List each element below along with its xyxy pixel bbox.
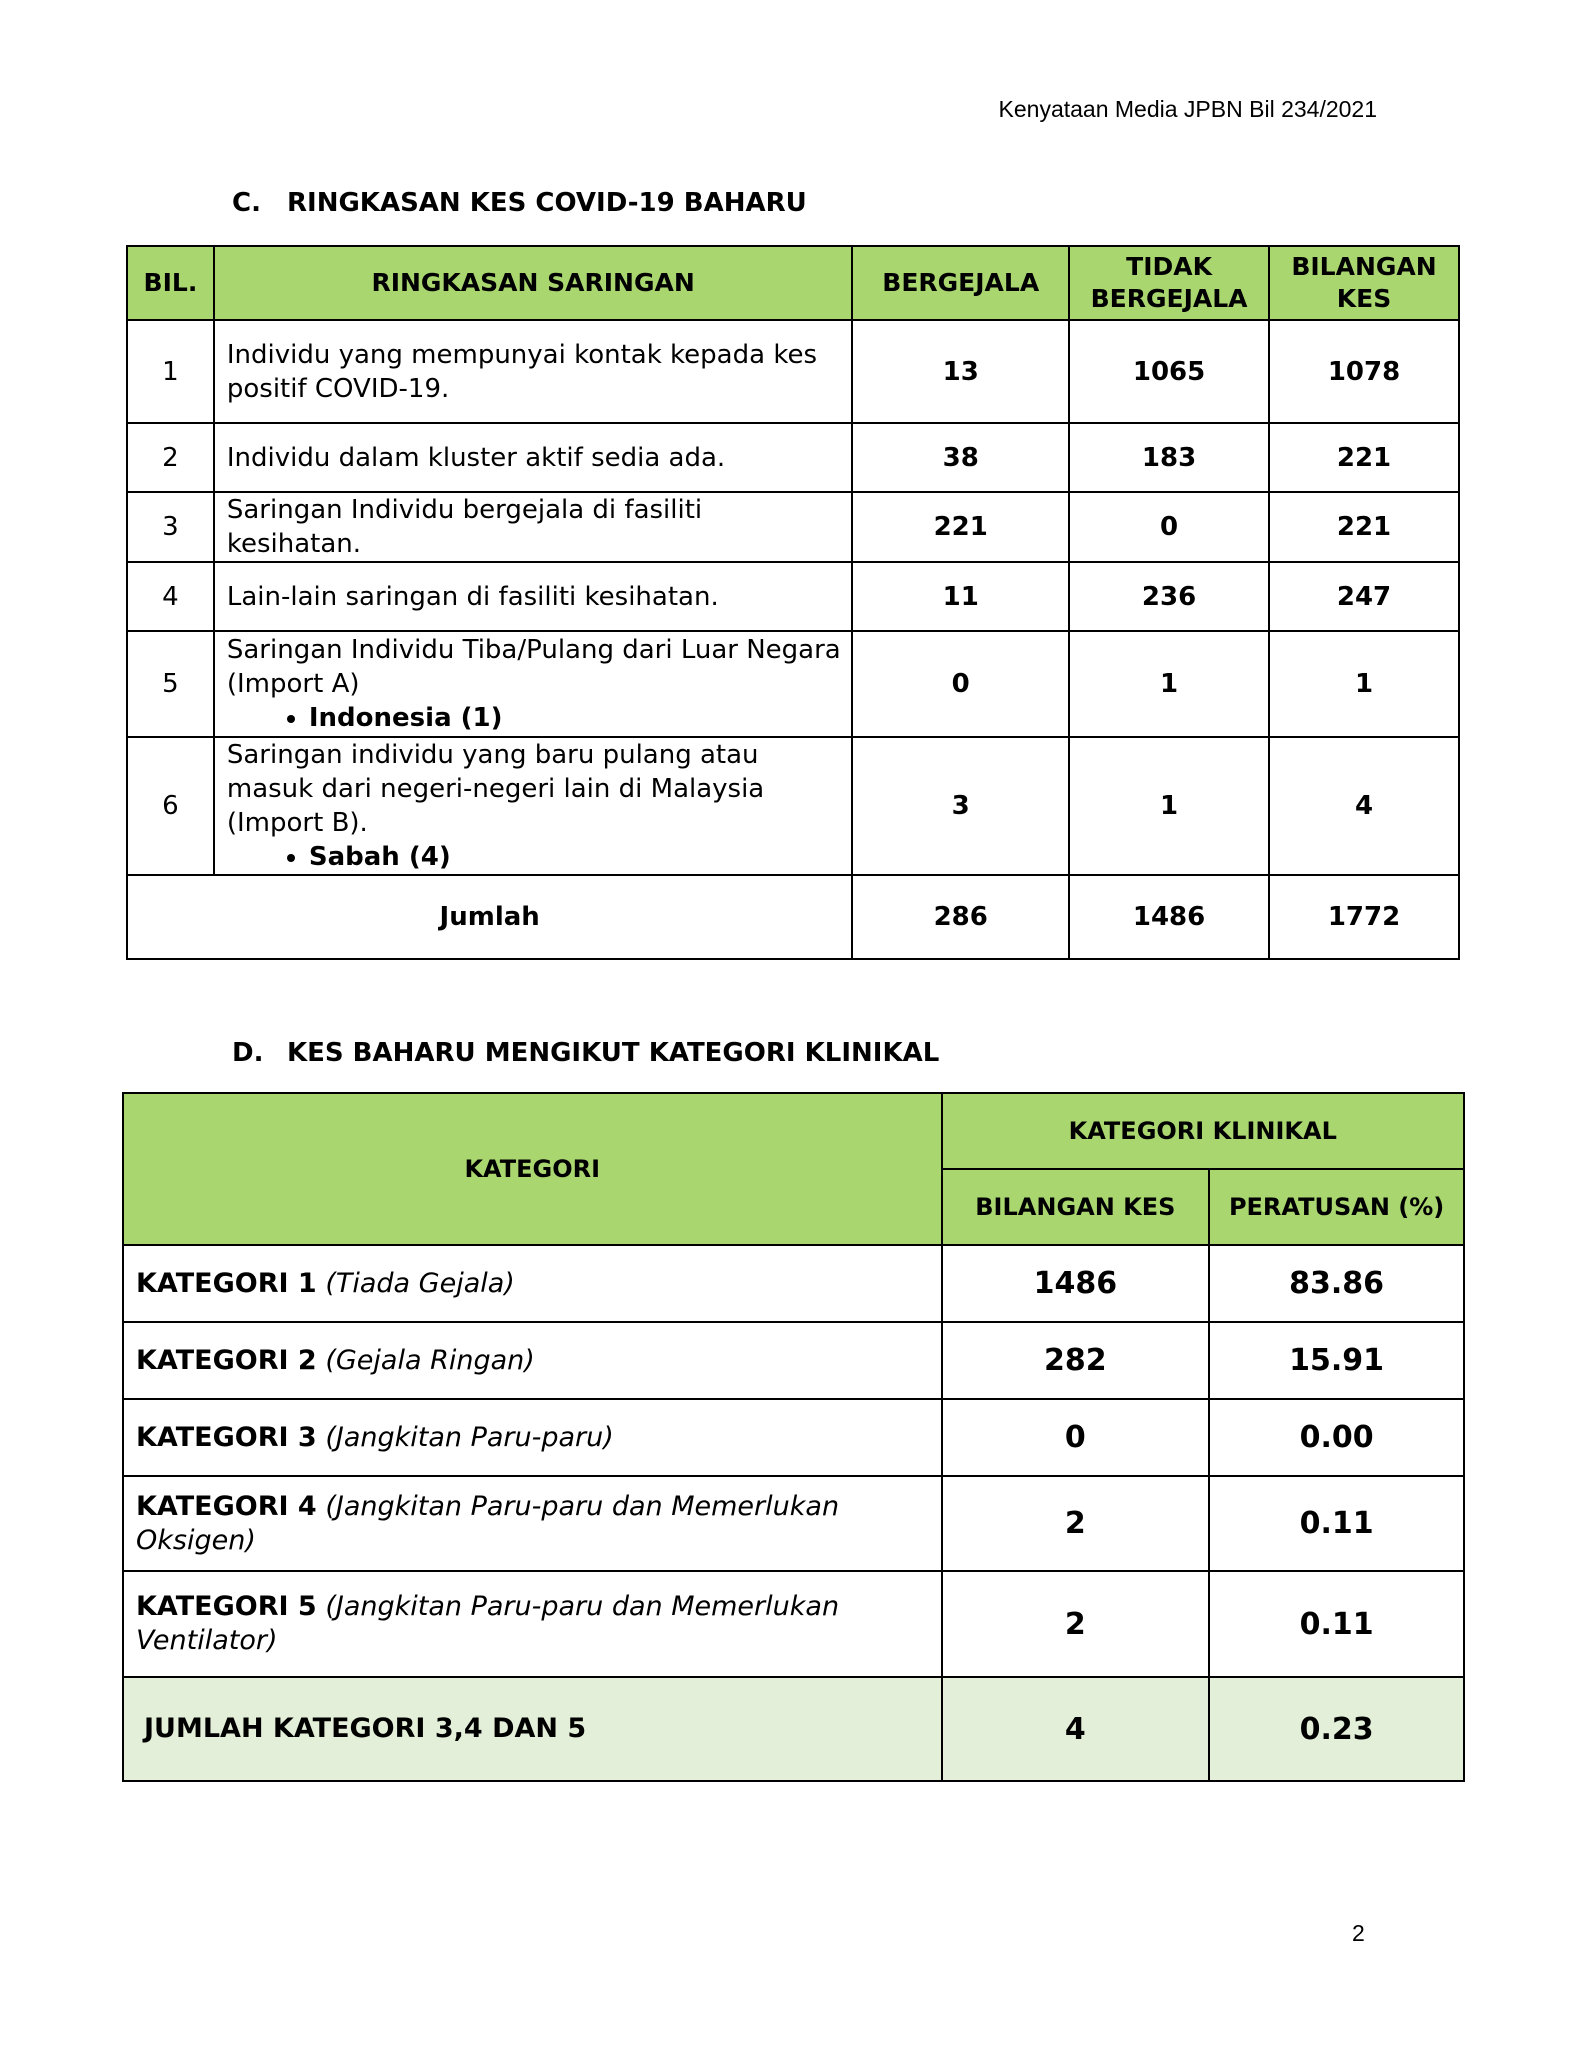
category-bilangan: 2 [942,1571,1210,1677]
table-row [127,737,1459,875]
category-cell [123,1571,942,1677]
row-number: 3 [127,492,214,562]
total-label: Jumlah [127,875,852,959]
total-peratusan: 0.23 [1209,1677,1464,1781]
row-tidak-bergejala: 236 [1069,562,1269,631]
table-row [123,1399,1464,1476]
row-bilangan-kes: 1 [1269,631,1459,737]
section-c-title-text: RINGKASAN KES COVID-19 BAHARU [287,188,807,218]
row-bullet-list [227,701,841,735]
table-row [123,1245,1464,1322]
total-bilangan: 4 [942,1677,1210,1781]
row-bergejala: 0 [852,631,1069,737]
category-name: KATEGORI 4 [136,1490,317,1522]
row-number: 2 [127,423,214,492]
row-bergejala: 221 [852,492,1069,562]
category-bilangan: 2 [942,1476,1210,1571]
row-description [214,631,852,737]
col-header-bil: BIL. [127,246,214,320]
row-tidak-bergejala: 1 [1069,737,1269,875]
row-bullet-item: • Indonesia (1) [309,701,841,735]
table-row [127,562,1459,631]
table-header-row [127,246,1459,320]
table-row [123,1322,1464,1399]
table-total-row [127,875,1459,959]
row-bilangan-kes: 221 [1269,423,1459,492]
col-header-kategori: KATEGORI [123,1093,942,1245]
table-row [123,1476,1464,1571]
category-description: (Tiada Gejala) [325,1267,515,1299]
row-number: 5 [127,631,214,737]
category-cell [123,1245,942,1322]
col-header-bilangan-kes: BILANGAN KES [1269,246,1459,320]
category-bilangan: 282 [942,1322,1210,1399]
total-tidak-bergejala: 1486 [1069,875,1269,959]
row-tidak-bergejala: 183 [1069,423,1269,492]
row-description-text: Individu dalam kluster aktif sedia ada. [226,442,726,473]
row-description-text: Lain-lain saringan di fasiliti kesihatan. [226,581,719,612]
row-description-text: Individu yang mempunyai kontak kepada kes positif COVID-19. [226,339,817,404]
category-peratusan: 0.11 [1209,1476,1464,1571]
category-cell [123,1476,942,1571]
row-bergejala: 13 [852,320,1069,423]
table-row [127,492,1459,562]
category-name: KATEGORI 2 [136,1344,317,1376]
category-peratusan: 0.11 [1209,1571,1464,1677]
table-header-row [123,1093,1464,1169]
total-bergejala: 286 [852,875,1069,959]
category-description: (Gejala Ringan) [325,1344,535,1376]
section-d-title-text: KES BAHARU MENGIKUT KATEGORI KLINIKAL [287,1038,940,1068]
table-total-row [123,1677,1464,1781]
category-peratusan: 0.00 [1209,1399,1464,1476]
category-name: KATEGORI 3 [136,1421,317,1453]
row-description-text: Saringan Individu bergejala di fasiliti kesihatan. [226,495,703,559]
section-d-letter: D. [232,1038,264,1068]
col-header-kategori-klinikal: KATEGORI KLINIKAL [942,1093,1464,1169]
section-c-letter: C. [232,188,261,218]
table-row [127,423,1459,492]
row-description-text: Saringan Individu Tiba/Pulang dari Luar Negara (Import A) [226,635,841,699]
category-cell [123,1322,942,1399]
row-description [214,492,852,562]
row-tidak-bergejala: 1065 [1069,320,1269,423]
row-bilangan-kes: 1078 [1269,320,1459,423]
covid-summary-table [126,245,1460,960]
table-row [123,1571,1464,1677]
row-tidak-bergejala: 0 [1069,492,1269,562]
row-bilangan-kes: 221 [1269,492,1459,562]
category-peratusan: 83.86 [1209,1245,1464,1322]
category-description: (Jangkitan Paru-paru dan Memerlukan Ventilator) [136,1591,840,1656]
row-bullet-list [227,840,841,874]
table-row [127,631,1459,737]
row-description [214,562,852,631]
total-bilangan-kes: 1772 [1269,875,1459,959]
row-number: 6 [127,737,214,875]
category-peratusan: 15.91 [1209,1322,1464,1399]
category-name: KATEGORI 1 [136,1267,317,1299]
row-bergejala: 38 [852,423,1069,492]
col-header-tidak-bergejala: TIDAK BERGEJALA [1069,246,1269,320]
category-bilangan: 1486 [942,1245,1210,1322]
row-description [214,423,852,492]
row-description [214,320,852,423]
category-bilangan: 0 [942,1399,1210,1476]
col-header-ringkasan: RINGKASAN SARINGAN [214,246,852,320]
page-number: 2 [1352,1920,1365,1946]
col-header-bergejala: BERGEJALA [852,246,1069,320]
total-label: JUMLAH KATEGORI 3,4 DAN 5 [123,1677,942,1781]
row-bilangan-kes: 4 [1269,737,1459,875]
category-name: KATEGORI 5 [136,1591,317,1622]
table-row [127,320,1459,423]
category-description: (Jangkitan Paru-paru dan Memerlukan Oksigen) [136,1490,840,1556]
section-d-title [232,1038,939,1068]
section-c-title [232,188,807,218]
document-reference: Kenyataan Media JPBN Bil 234/2021 [998,96,1377,122]
category-cell [123,1399,942,1476]
row-description [214,737,852,875]
category-description: (Jangkitan Paru-paru) [325,1421,614,1453]
row-bergejala: 3 [852,737,1069,875]
row-description-text: Saringan individu yang baru pulang atau masuk dari negeri-negeri lain di Malaysia (Import B). [226,740,765,838]
row-number: 1 [127,320,214,423]
col-header-bilangan-kes: BILANGAN KES [942,1169,1210,1245]
clinical-category-table [122,1092,1465,1782]
row-bullet-item: • Sabah (4) [309,840,841,874]
row-tidak-bergejala: 1 [1069,631,1269,737]
col-header-peratusan: PERATUSAN (%) [1209,1169,1464,1245]
row-bergejala: 11 [852,562,1069,631]
row-bilangan-kes: 247 [1269,562,1459,631]
row-number: 4 [127,562,214,631]
